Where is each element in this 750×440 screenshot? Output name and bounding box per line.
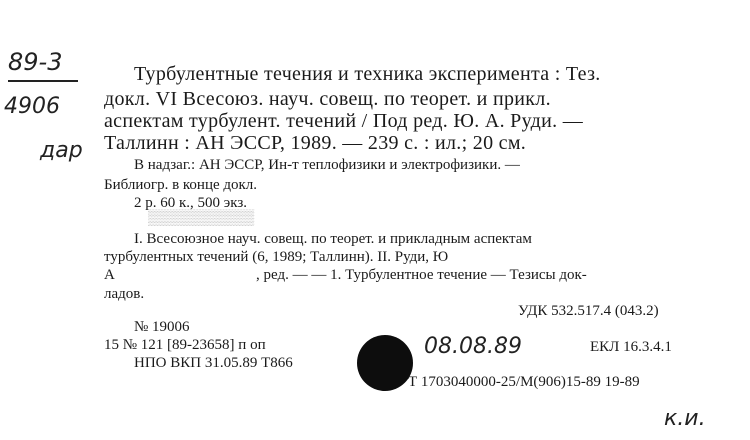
note-line-2: Библиогр. в конце докл. — [104, 177, 258, 193]
handwritten-date: 08.08.89 — [424, 334, 522, 359]
udc-code: УДК 532.517.4 (043.2) — [518, 303, 659, 319]
title-line-4: Таллинн : АН ЭССР, 1989. — 239 с. : ил.; 20 см. — [104, 132, 527, 154]
order-line: 15 № 121 [89-23658] п оп — [104, 337, 266, 353]
faded-stamp: ▒▒▒▒▒▒▒▒▒▒ — [148, 210, 255, 226]
title-line-3: аспектам турбулент. течений / Под ред. Ю. А. Руди. — — [104, 110, 584, 132]
control-code-line: Т 1703040000-25/М(906)15-89 19-89 — [408, 374, 640, 390]
ekl-code: ЕКЛ 16.3.4.1 — [590, 339, 672, 355]
note-line-3: 2 р. 60 к., 500 экз. — [134, 195, 247, 211]
note-line-1: В надзаг.: АН ЭССР, Ин-т теплофизики и электрофизики. — — [134, 157, 520, 173]
handwritten-number: 4906 — [4, 94, 60, 119]
handwritten-shelf-code: 89-3 — [8, 48, 63, 76]
tracing-line-2: турбулентных течений (6, 1989; Таллинн). II. Руди, Ю — [104, 249, 449, 265]
npo-line: НПО ВКП 31.05.89 Т866 — [134, 355, 293, 371]
accession-number: № 19006 — [134, 319, 190, 335]
title-line-2: докл. VI Всесоюз. науч. совещ. по теорет. и прикл. — [104, 88, 551, 110]
shelf-code-underline — [8, 80, 78, 82]
handwritten-initials: к.и. — [664, 406, 706, 431]
tracing-line-3a: А — [104, 267, 115, 283]
tracing-line-1: I. Всесоюзное науч. совещ. по теорет. и прикладным аспектам — [134, 231, 532, 247]
tracing-line-3b: , ред. — — 1. Турбулентное течение — Тезисы док- — [256, 267, 587, 283]
handwritten-note: дар — [40, 138, 83, 163]
punch-hole — [357, 335, 413, 391]
title-line-1: Турбулентные течения и техника эксперимента : Тез. — [134, 63, 601, 85]
tracing-line-4: ладов. — [104, 286, 145, 302]
